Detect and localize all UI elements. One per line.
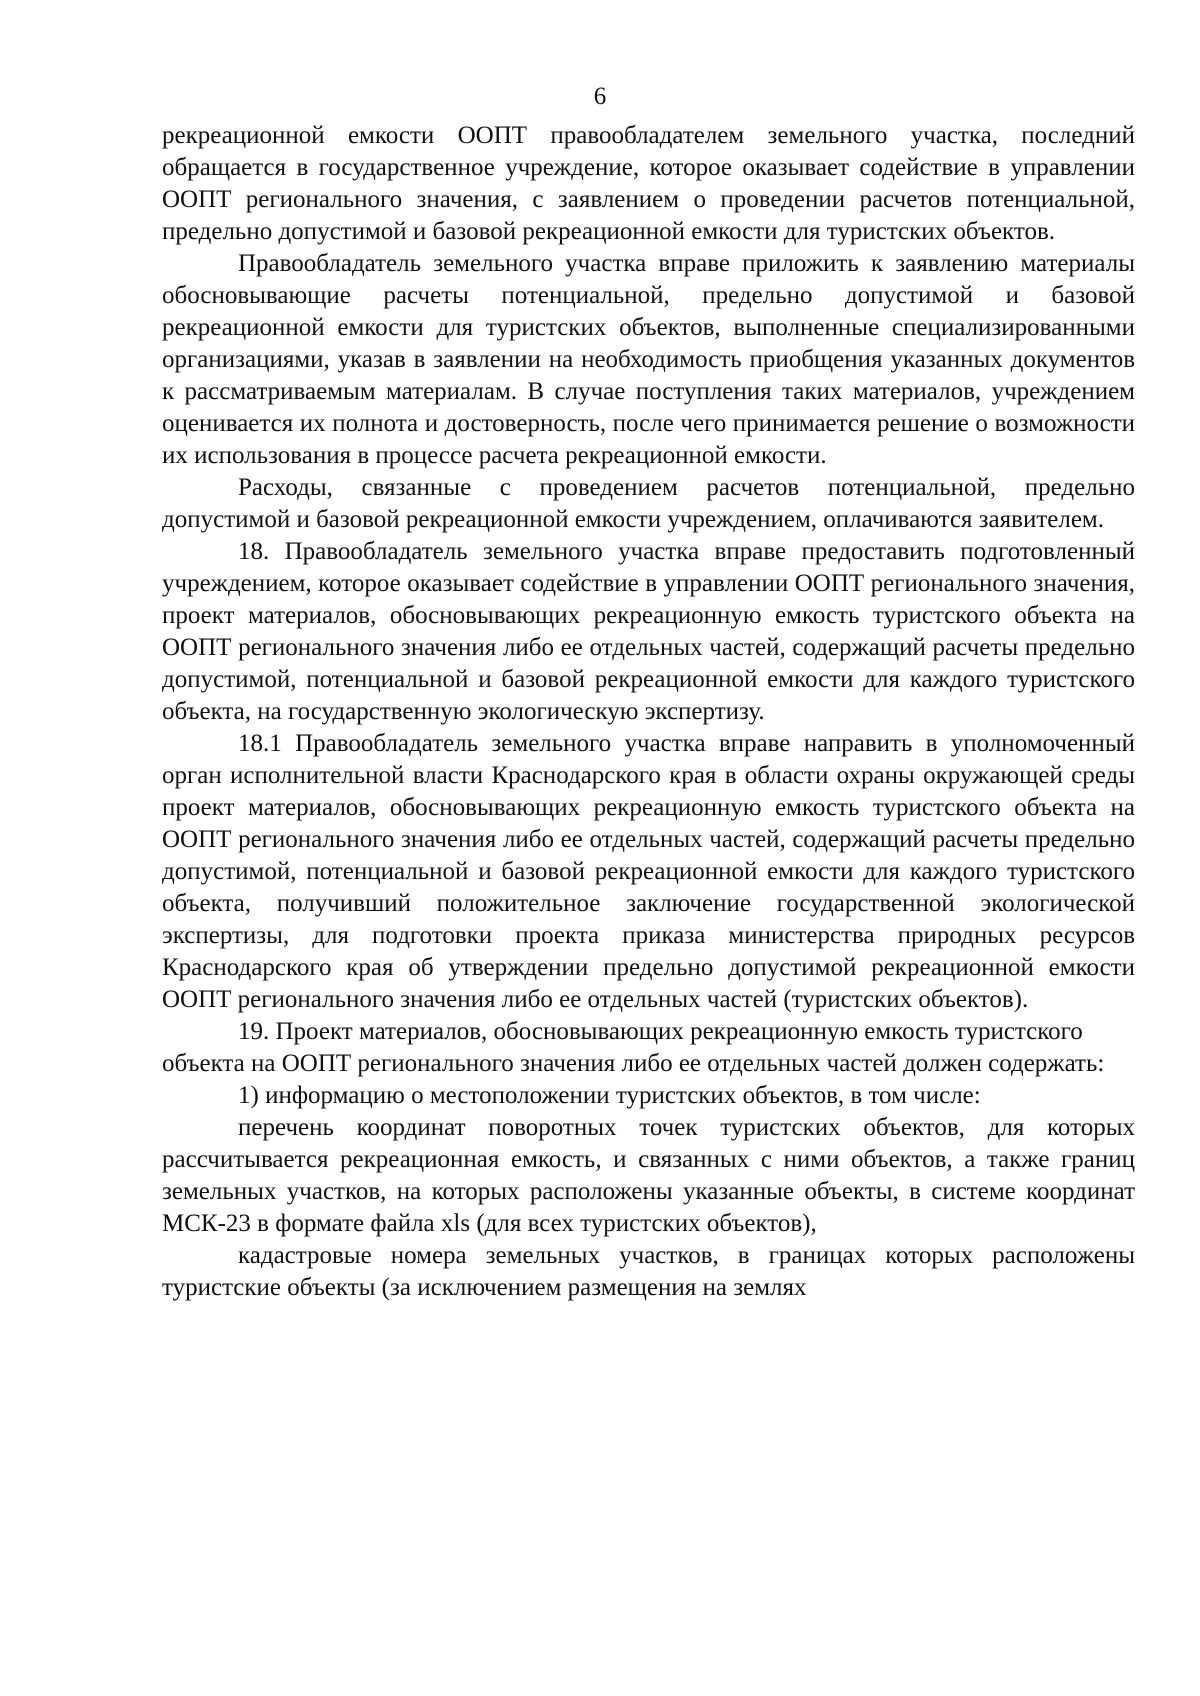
paragraph-expenses: Расходы, связанные с проведением расчетов потенциальной, предельно допустимой и базовой рекреационной емкости учреждением, оплачиваются заявителем. — [162, 474, 1135, 533]
paragraph-continuation: рекреационной емкости ООПТ правообладателем земельного участка, последний обращается в государственное учреждение, которое оказывает содействие в управлении ООПТ регионального значения, с заявлением о проведении расчетов потенциальной, предельно допустимой и базовой рекреационной емкости для туристских объектов. — [162, 122, 1135, 245]
page-number: 6 — [593, 83, 607, 110]
paragraph-supporting-materials: Правообладатель земельного участка вправе приложить к заявлению материалы обосновывающие расчеты потенциальной, предельно допустимой и базовой рекреационной емкости для туристских объектов, выполненные специализированными организациями, указав в заявлении на необходимость приобщения указанных документов к рассматриваемым материалам. В случае поступления таких материалов, учреждением оценивается их полнота и достоверность, после чего принимается решение о возможности их использования в процессе расчета рекреационной емкости. — [162, 250, 1135, 469]
paragraph-item-19: 19. Проект материалов, обосновывающих рекреационную емкость туристского объекта на ООПТ регионального значения либо ее отдельных частей должен содержать: — [162, 1018, 1105, 1077]
paragraph-item-18-1: 18.1 Правообладатель земельного участка вправе направить в уполномоченный орган исполнительной власти Краснодарского края в области охраны окружающей среды проект материалов, обосновывающих рекреационную емкость туристского объекта на ООПТ регионального значения либо ее отдельных частей, содержащий расчеты предельно допустимой, потенциальной и базовой рекреационной емкости для каждого туристского объекта, получивший положительное заключение государственной экологической экспертизы, для подготовки проекта приказа министерства природных ресурсов Краснодарского края об утверждении предельно допустимой рекреационной емкости ООПТ регионального значения либо ее отдельных частей (туристских объектов). — [162, 730, 1135, 1013]
paragraph-item-18: 18. Правообладатель земельного участка вправе предоставить подготовленный учреждением, которое оказывает содействие в управлении ООПТ регионального значения, проект материалов, обосновывающих рекреационную емкость туристского объекта на ООПТ регионального значения либо ее отдельных частей, содержащий расчеты предельно допустимой, потенциальной и базовой рекреационной емкости для каждого туристского объекта, на государственную экологическую экспертизу. — [162, 538, 1135, 725]
document-body — [162, 120, 1135, 1304]
paragraph-subitem-1: 1) информацию о местоположении туристских объектов, в том числе: — [238, 1082, 981, 1109]
paragraph-coordinates-list: перечень координат поворотных точек туристских объектов, для которых рассчитывается рекреационная емкость, и связанных с ними объектов, а также границ земельных участков, на которых расположены указанные объекты, в системе координат МСК-23 в формате файла xls (для всех туристских объектов), — [162, 1114, 1135, 1237]
paragraph-cadastral-numbers: кадастровые номера земельных участков, в границах которых расположены туристские объекты (за исключением размещения на землях — [162, 1242, 1135, 1301]
